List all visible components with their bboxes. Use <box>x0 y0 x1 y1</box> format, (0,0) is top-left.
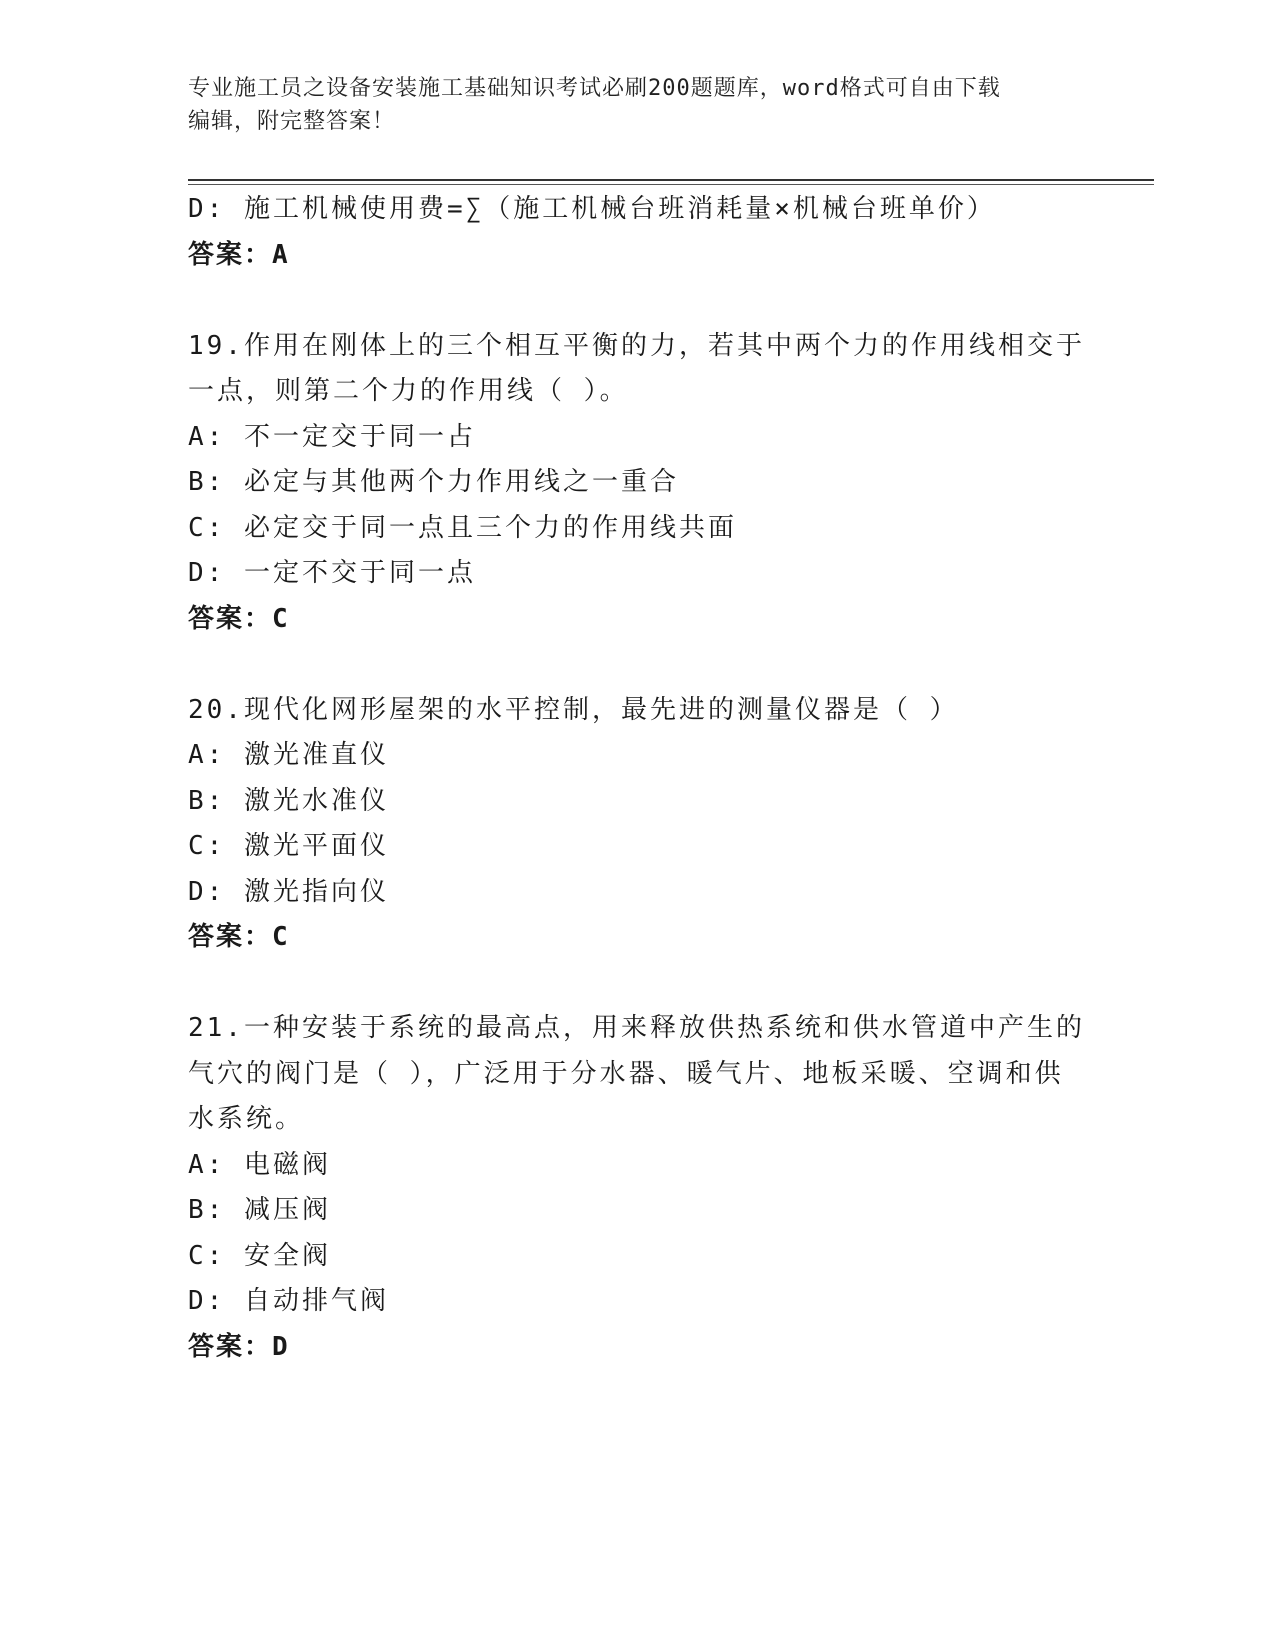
question-20 <box>188 688 1088 961</box>
option-d: D: 一定不交于同一点 <box>188 558 476 588</box>
option-a: A: 不一定交于同一占 <box>188 421 476 452</box>
option-a: A: 激光准直仪 <box>188 740 389 770</box>
option-c: C: 必定交于同一点且三个力的作用线共面 <box>188 512 737 543</box>
question-list <box>188 187 1088 1370</box>
option-c: C: 安全阀 <box>188 1240 331 1271</box>
option-b: B: 减压阀 <box>188 1195 331 1225</box>
option-c: C: 激光平面仪 <box>188 831 389 861</box>
question-stem: 21.一种安装于系统的最高点，用来释放供热系统和供水管道中产生的 <box>188 1013 1085 1043</box>
question-stem: 20.现代化网形屋架的水平控制，最先进的测量仪器是（ ） <box>188 694 959 725</box>
spacer <box>188 961 1088 1007</box>
question-stem: 一点，则第二个力的作用线（ ）。 <box>188 376 629 406</box>
document-header <box>188 72 1088 138</box>
option-d: D: 自动排气阀 <box>188 1286 389 1316</box>
option-b: B: 激光水准仪 <box>188 785 389 816</box>
header-title-line-1: 专业施工员之设备安装施工基础知识考试必刷200题题库，word格式可自由下载 <box>188 76 1001 101</box>
option-a: A: 电磁阀 <box>188 1149 331 1180</box>
question-21 <box>188 1006 1088 1370</box>
header-divider-thin <box>188 184 1154 185</box>
question-stem: 气穴的阀门是（ ），广泛用于分水器、暖气片、地板采暖、空调和供 <box>188 1058 1064 1089</box>
option-d: D: 施工机械使用费=∑（施工机械台班消耗量×机械台班单价） <box>188 194 996 224</box>
spacer <box>188 642 1088 688</box>
option-d: D: 激光指向仪 <box>188 876 389 907</box>
question-19 <box>188 324 1088 643</box>
previous-question-tail <box>188 187 1088 278</box>
spacer <box>188 278 1088 324</box>
header-divider-thick <box>188 179 1154 181</box>
question-stem: 水系统。 <box>188 1104 305 1134</box>
answer-line: 答案：C <box>188 603 290 634</box>
answer-line: 答案：A <box>188 239 290 270</box>
header-title-line-2: 编辑，附完整答案！ <box>188 109 396 134</box>
option-b: B: 必定与其他两个力作用线之一重合 <box>188 467 679 497</box>
answer-line: 答案：C <box>188 922 290 952</box>
question-stem: 19.作用在刚体上的三个相互平衡的力，若其中两个力的作用线相交于 <box>188 330 1085 361</box>
answer-line: 答案：D <box>188 1331 290 1362</box>
